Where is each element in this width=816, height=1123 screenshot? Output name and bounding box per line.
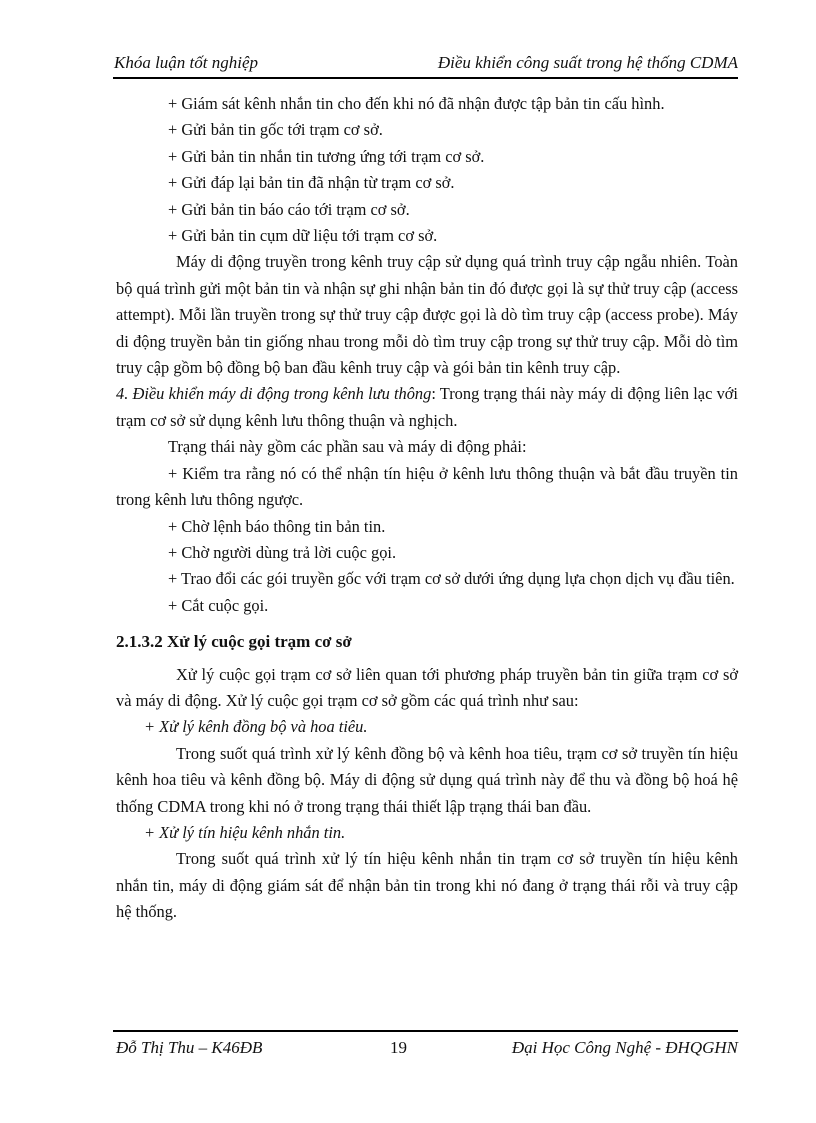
- header-right-title: Điều khiển công suất trong hệ thống CDMA: [437, 53, 738, 72]
- header-left-title: Khóa luận tốt nghiệp: [114, 53, 259, 72]
- footer-institution: Đại Học Công Nghệ - ĐHQGHN: [511, 1038, 738, 1057]
- paragraph-wait-order: + Chờ lệnh báo thông tin bản tin.: [168, 516, 386, 536]
- page-footer: [116, 1037, 738, 1059]
- paragraph-traffic-channel-control: [116, 381, 738, 434]
- paragraph-exchange-frames: + Trao đổi các gói truyền gốc với trạm cơ sở dưới ứng dụng lựa chọn dịch vụ đầu tiên.: [168, 569, 735, 589]
- header-divider: [113, 77, 738, 79]
- footer-divider: [113, 1030, 738, 1032]
- paragraph-send-report: + Gửi bản tin báo cáo tới trạm cơ sở.: [168, 199, 410, 219]
- paragraph-verify-reception: + Kiểm tra rằng nó có thể nhận tín hiệu ở kênh lưu thông thuận và bắt đầu truyền tin trong kênh lưu thông ngược.: [116, 463, 738, 510]
- paragraph-send-data-burst: + Gửi bản tin cụm dữ liệu tới trạm cơ sở.: [168, 226, 438, 246]
- page-header: [114, 52, 738, 74]
- paragraph-send-ack: + Gửi đáp lại bản tin đã nhận từ trạm cơ sở.: [168, 173, 455, 193]
- page-number: 19: [390, 1038, 407, 1057]
- paragraph-sync-pilot-item: + Xử lý kênh đồng bộ và hoa tiêu.: [144, 717, 368, 737]
- traffic-channel-text: : Trong trạng thái này máy di động liên lạc với trạm cơ sở sử dụng kênh lưu thông thuận và nghịch.: [116, 384, 738, 430]
- paragraph-paging-item: + Xử lý tín hiệu kênh nhắn tin.: [144, 822, 346, 842]
- traffic-channel-lead: 4. Điều khiển máy di động trong kênh lưu thông: [116, 384, 432, 404]
- paragraph-send-page-response: + Gửi bản tin nhắn tin tương ứng tới trạm cơ sở.: [168, 146, 485, 166]
- paragraph-wait-answer: + Chờ người dùng trả lời cuộc gọi.: [168, 542, 397, 562]
- footer-author: Đỗ Thị Thu – K46ĐB: [116, 1038, 263, 1057]
- paragraph-base-station-intro: Xử lý cuộc gọi trạm cơ sở liên quan tới phương pháp truyền bản tin giữa trạm cơ sở và máy di động. Xử lý cuộc gọi trạm cơ sở gồm các quá trình như sau:: [116, 664, 738, 710]
- paragraph-sync-pilot-detail: Trong suốt quá trình xử lý kênh đồng bộ và kênh hoa tiêu, trạm cơ sở truyền tín hiệu kênh hoa tiêu và kênh đồng bộ. Máy di động sử dụng quá trình này để thu và đồng bộ hoá hệ thống CDMA trong khi nó ở trong trạng thái thiết lập trạng thái ban đầu.: [116, 743, 738, 816]
- section-heading: 2.1.3.2 Xử lý cuộc gọi trạm cơ sở: [116, 632, 352, 652]
- document-body: [116, 91, 738, 926]
- paragraph-paging-detail: Trong suốt quá trình xử lý tín hiệu kênh nhắn tin trạm cơ sở truyền tín hiệu kênh nhắn tin, máy di động giám sát để nhận bản tin trong khi nó đang ở trạng thái rỗi và truy cập hệ thống.: [116, 849, 738, 922]
- paragraph-access-procedure: Máy di động truyền trong kênh truy cập sử dụng quá trình truy cập ngẫu nhiên. Toàn bộ quá trình gửi một bản tin và nhận sự ghi nhận bản tin đó được gọi là sự thử truy cập (access attempt). Mỗi lần truyền trong sự thử truy cập được gọi là dò tìm truy cập (access probe). Máy di động truyền bản tin giống nhau trong mỗi dò tìm truy cập trong sự thử truy cập. Mỗi dò tìm truy cập gồm bộ đồng bộ ban đầu kênh truy cập và gói bản tin kênh truy cập.: [116, 252, 738, 378]
- paragraph-release-call: + Cắt cuộc gọi.: [168, 595, 269, 615]
- paragraph-monitor-paging: + Giám sát kênh nhắn tin cho đến khi nó đã nhận được tập bản tin cấu hình.: [168, 94, 665, 113]
- paragraph-send-origin: + Gửi bản tin gốc tới trạm cơ sở.: [168, 120, 383, 140]
- paragraph-state-parts: Trạng thái này gồm các phần sau và máy di động phải:: [168, 437, 527, 457]
